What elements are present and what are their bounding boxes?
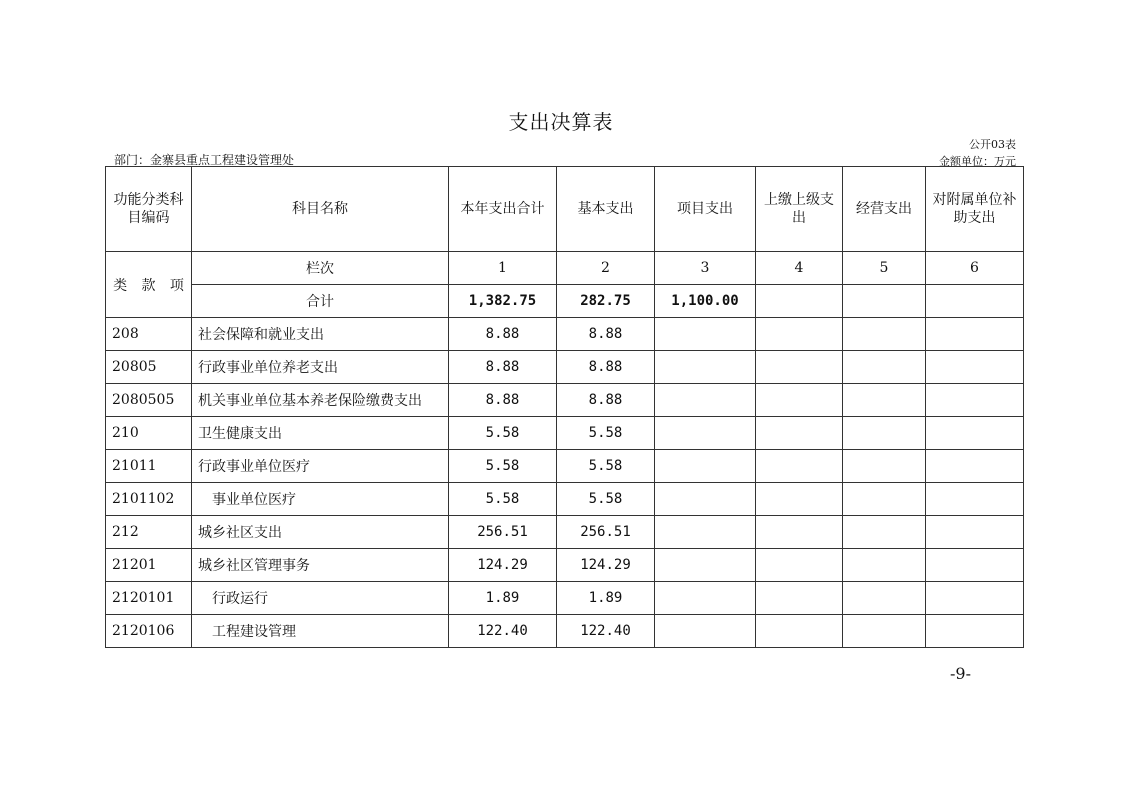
row-business bbox=[843, 516, 926, 549]
header-subsidy: 对附属单位补助支出 bbox=[926, 167, 1024, 252]
page-number: -9- bbox=[950, 664, 971, 683]
row-total: 1.89 bbox=[449, 582, 557, 615]
row-project bbox=[655, 483, 756, 516]
row-business bbox=[843, 582, 926, 615]
row-basic: 1.89 bbox=[557, 582, 655, 615]
page-title: 支出决算表 bbox=[508, 110, 614, 134]
col-index-4: 4 bbox=[756, 252, 843, 285]
total-amount: 1,382.75 bbox=[449, 285, 557, 318]
row-project bbox=[655, 318, 756, 351]
row-business bbox=[843, 450, 926, 483]
row-code: 212 bbox=[106, 516, 192, 549]
row-remit bbox=[756, 318, 843, 351]
table-row bbox=[106, 582, 1024, 615]
col-index-3: 3 bbox=[655, 252, 756, 285]
header-basic: 基本支出 bbox=[557, 167, 655, 252]
row-basic: 5.58 bbox=[557, 483, 655, 516]
header-row bbox=[106, 167, 1024, 252]
amount-unit-label: 金额单位：万元 bbox=[939, 155, 1016, 168]
table-row bbox=[106, 549, 1024, 582]
row-total: 5.58 bbox=[449, 483, 557, 516]
expenditure-table bbox=[105, 166, 1024, 648]
row-code: 2120101 bbox=[106, 582, 192, 615]
row-project bbox=[655, 582, 756, 615]
row-name: 城乡社区支出 bbox=[192, 516, 449, 549]
header-business: 经营支出 bbox=[843, 167, 926, 252]
row-business bbox=[843, 615, 926, 648]
row-subsidy bbox=[926, 384, 1024, 417]
row-business bbox=[843, 483, 926, 516]
total-subsidy bbox=[926, 285, 1024, 318]
row-name: 事业单位医疗 bbox=[192, 483, 449, 516]
row-total: 8.88 bbox=[449, 351, 557, 384]
row-subsidy bbox=[926, 318, 1024, 351]
row-project bbox=[655, 384, 756, 417]
row-business bbox=[843, 351, 926, 384]
row-code: 21011 bbox=[106, 450, 192, 483]
row-subsidy bbox=[926, 450, 1024, 483]
department-label: 部门：金寨县重点工程建设管理处 bbox=[114, 153, 295, 167]
table-row bbox=[106, 615, 1024, 648]
total-business bbox=[843, 285, 926, 318]
row-business bbox=[843, 549, 926, 582]
row-subsidy bbox=[926, 483, 1024, 516]
row-total: 8.88 bbox=[449, 318, 557, 351]
total-row bbox=[106, 285, 1024, 318]
total-project: 1,100.00 bbox=[655, 285, 756, 318]
row-name: 卫生健康支出 bbox=[192, 417, 449, 450]
row-remit bbox=[756, 417, 843, 450]
row-code: 2080505 bbox=[106, 384, 192, 417]
row-subsidy bbox=[926, 582, 1024, 615]
row-name: 工程建设管理 bbox=[192, 615, 449, 648]
row-name: 社会保障和就业支出 bbox=[192, 318, 449, 351]
total-label: 合计 bbox=[192, 285, 449, 318]
row-total: 5.58 bbox=[449, 417, 557, 450]
row-total: 256.51 bbox=[449, 516, 557, 549]
row-code: 210 bbox=[106, 417, 192, 450]
row-basic: 124.29 bbox=[557, 549, 655, 582]
row-business bbox=[843, 318, 926, 351]
row-subsidy bbox=[926, 549, 1024, 582]
header-total: 本年支出合计 bbox=[449, 167, 557, 252]
row-name: 机关事业单位基本养老保险缴费支出 bbox=[192, 384, 449, 417]
row-remit bbox=[756, 615, 843, 648]
row-name: 行政事业单位医疗 bbox=[192, 450, 449, 483]
header-code: 功能分类科目编码 bbox=[106, 167, 192, 252]
column-index-row bbox=[106, 252, 1024, 285]
table-row bbox=[106, 417, 1024, 450]
table-row bbox=[106, 351, 1024, 384]
row-code: 2120106 bbox=[106, 615, 192, 648]
row-total: 122.40 bbox=[449, 615, 557, 648]
header-kuan: 款 bbox=[141, 277, 156, 294]
row-subsidy bbox=[926, 351, 1024, 384]
row-basic: 8.88 bbox=[557, 351, 655, 384]
row-total: 5.58 bbox=[449, 450, 557, 483]
row-basic: 122.40 bbox=[557, 615, 655, 648]
col-index-6: 6 bbox=[926, 252, 1024, 285]
header-lei: 类 bbox=[113, 277, 128, 294]
row-total: 124.29 bbox=[449, 549, 557, 582]
col-index-5: 5 bbox=[843, 252, 926, 285]
header-xiang: 项 bbox=[169, 277, 184, 294]
row-project bbox=[655, 450, 756, 483]
row-business bbox=[843, 384, 926, 417]
row-name: 行政事业单位养老支出 bbox=[192, 351, 449, 384]
row-remit bbox=[756, 450, 843, 483]
table-row bbox=[106, 318, 1024, 351]
row-subsidy bbox=[926, 516, 1024, 549]
row-code: 20805 bbox=[106, 351, 192, 384]
row-project bbox=[655, 615, 756, 648]
row-business bbox=[843, 417, 926, 450]
row-remit bbox=[756, 351, 843, 384]
form-number: 公开03表 bbox=[969, 138, 1016, 151]
category-cell bbox=[106, 252, 192, 318]
row-basic: 8.88 bbox=[557, 384, 655, 417]
row-project bbox=[655, 516, 756, 549]
row-project bbox=[655, 549, 756, 582]
row-name: 行政运行 bbox=[192, 582, 449, 615]
header-remit: 上缴上级支出 bbox=[756, 167, 843, 252]
row-subsidy bbox=[926, 615, 1024, 648]
row-remit bbox=[756, 549, 843, 582]
row-basic: 5.58 bbox=[557, 450, 655, 483]
row-subsidy bbox=[926, 417, 1024, 450]
row-name: 城乡社区管理事务 bbox=[192, 549, 449, 582]
table-row bbox=[106, 483, 1024, 516]
row-remit bbox=[756, 384, 843, 417]
header-name: 科目名称 bbox=[192, 167, 449, 252]
row-basic: 5.58 bbox=[557, 417, 655, 450]
table-row bbox=[106, 516, 1024, 549]
row-basic: 8.88 bbox=[557, 318, 655, 351]
table-row bbox=[106, 450, 1024, 483]
row-code: 208 bbox=[106, 318, 192, 351]
row-remit bbox=[756, 582, 843, 615]
row-code: 21201 bbox=[106, 549, 192, 582]
row-basic: 256.51 bbox=[557, 516, 655, 549]
header-project: 项目支出 bbox=[655, 167, 756, 252]
row-project bbox=[655, 417, 756, 450]
row-code: 2101102 bbox=[106, 483, 192, 516]
row-remit bbox=[756, 483, 843, 516]
col-index-1: 1 bbox=[449, 252, 557, 285]
row-total: 8.88 bbox=[449, 384, 557, 417]
total-remit bbox=[756, 285, 843, 318]
row-project bbox=[655, 351, 756, 384]
table-row bbox=[106, 384, 1024, 417]
row-remit bbox=[756, 516, 843, 549]
total-basic: 282.75 bbox=[557, 285, 655, 318]
col-index-2: 2 bbox=[557, 252, 655, 285]
lanci-label: 栏次 bbox=[192, 252, 449, 285]
